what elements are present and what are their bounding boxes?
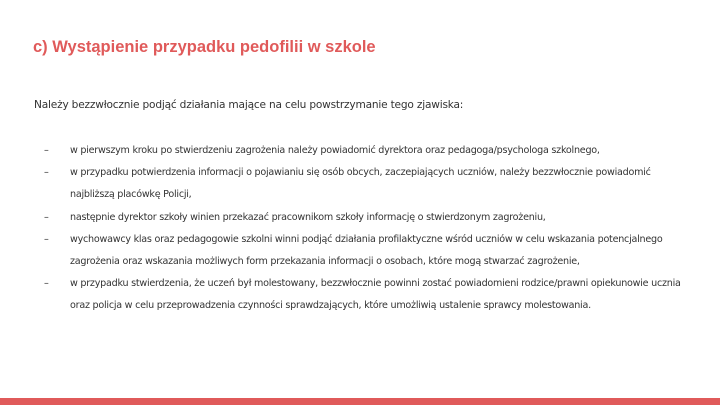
bullet-dash: –: [44, 233, 49, 245]
bullet-dash: –: [44, 278, 49, 290]
bullet-text: w przypadku stwierdzenia, że uczeń był molestowany, bezzwłocznie powinni zostać powiadomieni rodzice/prawni opiekunowie ucznia oraz policja w celu przeprowadzenia czynności sprawdzających, które umożliwią ustalenie sprawcy molestowania.: [70, 278, 681, 312]
slide-title: c) Wystąpienie przypadku pedofilii w szkole: [33, 38, 376, 56]
bottom-accent-bar: [0, 398, 720, 405]
list-item: [44, 162, 694, 206]
bullet-dash: –: [44, 211, 49, 223]
bullet-text: wychowawcy klas oraz pedagogowie szkolni winni podjąć działania profilaktyczne wśród uczniów w celu wskazania potencjalnego zagrożenia oraz wskazania możliwych form przekazania informacji o osobach, które mogą stwarzać zagrożenie,: [70, 233, 663, 268]
bullet-text: w pierwszym kroku po stwierdzeniu zagrożenia należy powiadomić dyrektora oraz pedagoga/psychologa szkolnego,: [70, 145, 600, 156]
list-item: [44, 140, 694, 162]
bullet-list: [44, 140, 694, 318]
bullet-text: w przypadku potwierdzenia informacji o pojawianiu się osób obcych, zaczepiających uczniów, należy bezzwłocznie powiadomić najbliższą placówkę Policji,: [70, 167, 651, 201]
list-item: [44, 229, 694, 273]
bullet-text: następnie dyrektor szkoły winien przekazać pracownikom szkoły informację o stwierdzonym zagrożeniu,: [70, 211, 546, 223]
bullet-dash: –: [44, 145, 49, 156]
list-item: [44, 273, 694, 317]
bullet-dash: –: [44, 167, 49, 179]
list-item: [44, 207, 694, 229]
intro-text: Należy bezzwłocznie podjąć działania mające na celu powstrzymanie tego zjawiska:: [34, 99, 464, 111]
